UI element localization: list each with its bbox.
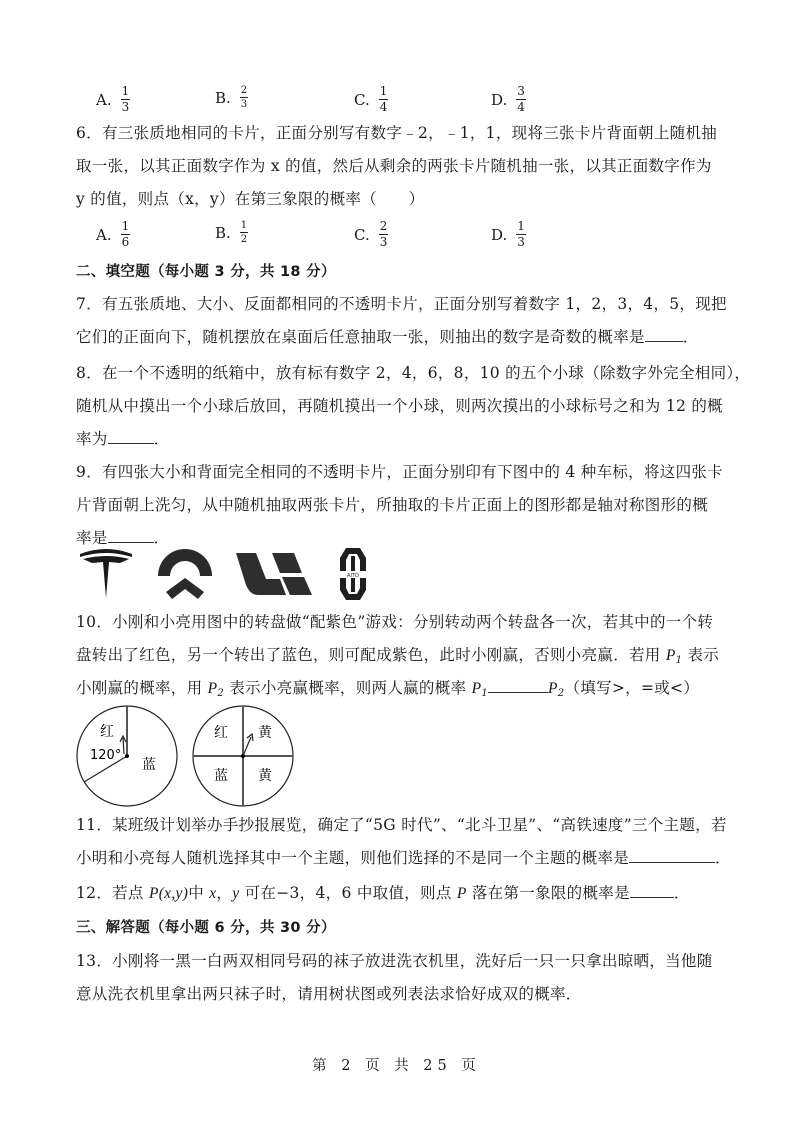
q8-line-2: 随机从中摸出一个小球后放回，再随机摸出一个小球，则两次摸出的小球标号之和为 12 的概 xyxy=(76,397,723,415)
spinner-2-pointer xyxy=(243,737,251,756)
spinner-1-center xyxy=(125,754,129,758)
answer-blank xyxy=(488,678,548,693)
spinner-1-angle-label: 120° xyxy=(90,748,122,763)
fraction: $\frac{1}{6}$ xyxy=(121,219,130,249)
spinner-2-red-label: 红 xyxy=(214,725,228,741)
q7-line-1: 7．有五张质地、大小、反面都相同的不透明卡片，正面分别写着数字 1，2，3，4，5，现把 xyxy=(76,295,727,313)
fraction: $\frac{1}{3}$ xyxy=(121,84,130,114)
spinner-2 xyxy=(192,703,298,809)
q5-option-d: D. $\frac{3}{4}$ xyxy=(491,84,525,114)
q5-option-a: A. $\frac{1}{3}$ xyxy=(96,84,130,114)
tesla-logo xyxy=(76,546,136,602)
q5-option-c: C. $\frac{1}{4}$ xyxy=(354,84,388,114)
fraction: $\frac{3}{4}$ xyxy=(517,84,525,114)
answer-blank xyxy=(645,327,683,342)
q9-line-1: 9．有四张大小和背面完全相同的不透明卡片，正面分别印有下图中的 4 种车标，将这四张卡 xyxy=(76,463,723,481)
q9-line-2: 片背面朝上洗匀，从中随机抽取两张卡片，所抽取的卡片正面上的图形都是轴对称图形的概 xyxy=(76,496,709,514)
fraction: $\frac{2}{3}$ xyxy=(379,219,388,249)
spinner-1-red-label: 红 xyxy=(100,724,114,740)
answer-blank xyxy=(108,528,154,543)
fraction: $\frac{2}{3}$ xyxy=(240,85,248,110)
spinner-2-yellow-label: 黄 xyxy=(258,768,272,784)
li-auto-logo xyxy=(236,549,316,599)
q13-line-2: 意从洗衣机里拿出两只袜子时，请用树状图或列表法求恰好成双的概率． xyxy=(76,985,582,1003)
q6-option-d: D. $\frac{1}{3}$ xyxy=(491,219,525,249)
q6-option-a: A. $\frac{1}{6}$ xyxy=(96,219,130,249)
q6-option-c: C. $\frac{2}{3}$ xyxy=(354,219,388,249)
q10-line-1: 10．小刚和小亮用图中的转盘做“配紫色”游戏：分别转动两个转盘各一次，若其中的一个转 xyxy=(76,613,714,631)
answer-blank xyxy=(108,429,154,444)
q11-line-1: 11．某班级计划举办手抄报展览，确定了“5G 时代”、“北斗卫星”、“高铁速度”三个主题，若 xyxy=(76,816,727,834)
fraction: $\frac{1}{4}$ xyxy=(379,84,388,114)
q5-option-b: B. $\frac{2}{3}$ xyxy=(215,85,248,110)
spinner-2-yellow-label: 黄 xyxy=(258,725,272,741)
q8-line-3: 率为 ． xyxy=(76,430,170,448)
q13-line-1: 13．小刚将一黑一白两双相同号码的袜子放进洗衣机里，洗好后一只一只拿出晾晒，当他随 xyxy=(76,952,713,970)
fraction: $\frac{1}{2}$ xyxy=(240,220,248,245)
fraction: $\frac{1}{3}$ xyxy=(517,219,525,249)
q10-line-2: 盘转出了红色，另一个转出了蓝色，则可配成紫色，此时小刚赢，否则小亮赢．若用 $P_1$ 表示 xyxy=(76,646,720,666)
q6-option-b: B. $\frac{1}{2}$ xyxy=(215,220,248,245)
q6-line-1: 6．有三张质地相同的卡片，正面分别写有数字﹣2，﹣1，1，现将三张卡片背面朝上随机抽 xyxy=(76,124,718,142)
spinner-1-pointer xyxy=(123,738,124,754)
spinner-1 xyxy=(74,703,182,809)
aito-logo xyxy=(336,546,370,602)
q11-line-2: 小明和小亮每人随机选择其中一个主题，则他们选择的不是同一个主题的概率是 ． xyxy=(76,849,731,867)
spinner-2-blue-label: 蓝 xyxy=(214,768,228,784)
q9-line-3: 率是 ． xyxy=(76,529,170,547)
spinner-1-blue-label: 蓝 xyxy=(142,757,156,773)
section-heading-fill-in: 二、填空题（每小题 3 分，共 18 分） xyxy=(76,264,336,280)
q12-line: 12．若点 P(x,y)中 x，y 可在−3，4，6 中取值，则点 P 落在第一象限的概率是 ． xyxy=(76,884,690,902)
q8-line-1: 8．在一个不透明的纸箱中，放有标有数字 2，4，6，8，10 的五个小球（除数字外完全相同）， xyxy=(76,364,751,382)
q10-line-3: 小刚赢的概率，用 $P_2$ 表示小亮赢概率，则两人赢的概率 $P_1$ $P_2$（填写>，=或<） xyxy=(76,679,700,699)
section-heading-answer: 三、解答题（每小题 6 分，共 30 分） xyxy=(76,920,336,936)
answer-blank xyxy=(629,848,715,863)
q7-line-2: 它们的正面向下，随机摆放在桌面后任意抽取一张，则抽出的数字是奇数的概率是 ． xyxy=(76,328,699,346)
q6-line-2: 取一张，以其正面数字作为 x 的值，然后从剩余的两张卡片随机抽一张，以其正面数字作为 xyxy=(76,157,712,175)
page-number: 第 2 页 共 25 页 xyxy=(312,1058,481,1074)
q6-line-3: y 的值，则点（x，y）在第三象限的概率（ ） xyxy=(76,190,425,208)
answer-blank xyxy=(630,883,674,898)
aito-logo-text: AITO xyxy=(347,573,359,579)
nio-logo xyxy=(156,548,214,600)
